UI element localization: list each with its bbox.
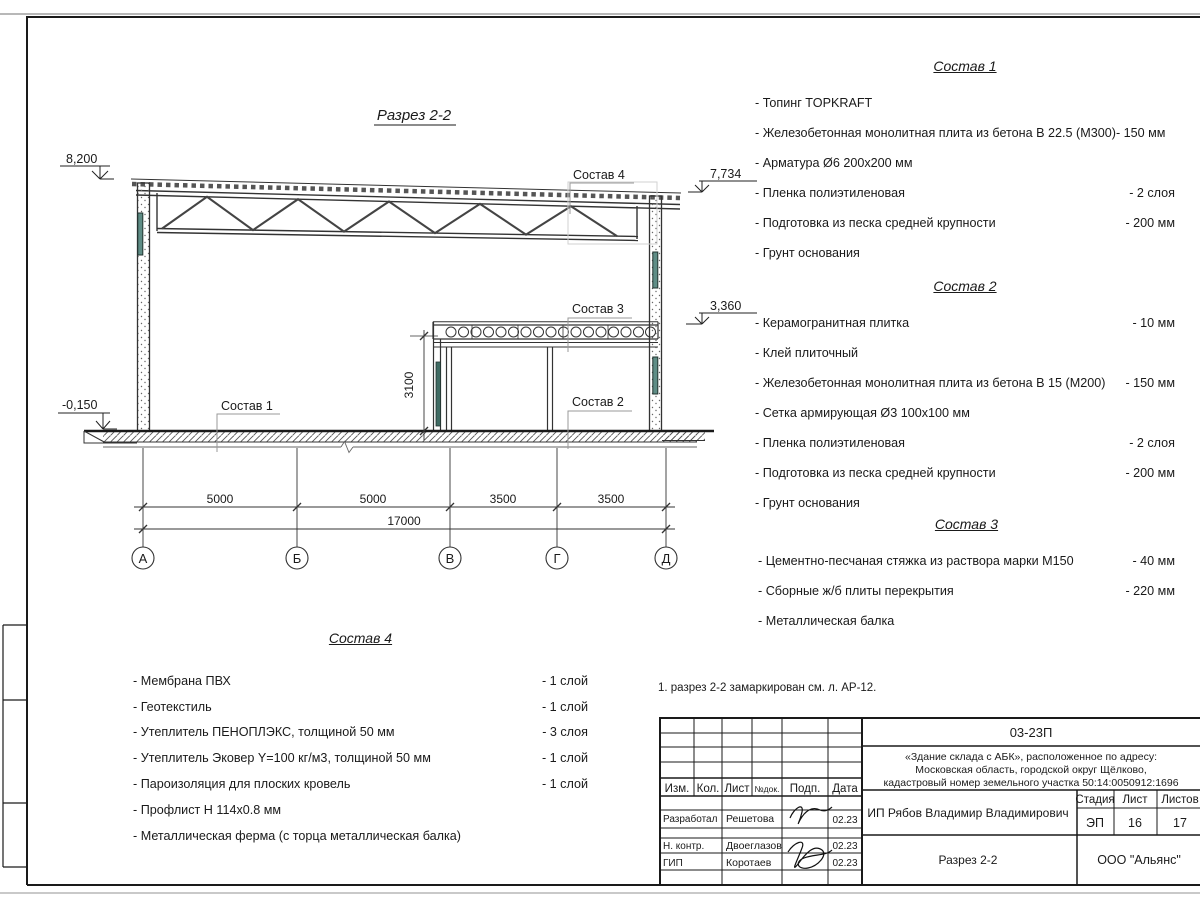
item-name: - Арматура Ø6 200х200 мм [755, 156, 913, 170]
composition-title: Состав 1 [933, 58, 997, 74]
tb-company: ООО "Альянс" [1097, 853, 1181, 867]
roof-truss [131, 179, 681, 241]
building-section [58, 107, 757, 569]
tb-project-line3: кадастровый номер земельного участка 50:14:0050912:1696 [883, 777, 1179, 789]
item-value: - 2 слоя [1129, 436, 1175, 450]
tb-doc-name: Разрез 2-2 [938, 853, 998, 867]
left-margin-strip [3, 625, 27, 867]
item-name: - Топинг TOPKRAFT [755, 96, 873, 110]
mezzanine [433, 322, 658, 431]
item-name: - Подготовка из песка средней крупности [755, 466, 996, 480]
composition-item [755, 148, 1175, 178]
item-name: - Железобетонная монолитная плита из бетона В 22.5 (М300)- 150 мм [755, 126, 1166, 140]
tb-sheets-label: Листов [1161, 794, 1199, 806]
window-right-upper [653, 252, 658, 288]
window-right-lower [653, 357, 658, 394]
item-name: - Сборные ж/б плиты перекрытия [758, 584, 954, 598]
tb-r3-role: ГИП [663, 858, 683, 869]
composition-item [758, 546, 1175, 576]
tb-project-line1: «Здание склада с АБК», расположенное по адресу: [905, 751, 1157, 763]
composition-item [755, 398, 1175, 428]
item-name: - Керамогранитная плитка [755, 316, 910, 330]
composition-item [755, 308, 1175, 338]
item-name: - Утеплитель ПЕНОПЛЭКС, толщиной 50 мм [133, 725, 395, 740]
axis-g: Г [553, 551, 561, 566]
composition-item [755, 368, 1175, 398]
tb-project-line2: Московская область, городской округ Щёлково, [915, 764, 1147, 776]
composition-item [758, 606, 1175, 636]
composition-list-3 [758, 516, 1175, 636]
item-name: - Утеплитель Эковер Y=100 кг/м3, толщиной 50 мм [133, 751, 431, 766]
window-left [138, 213, 143, 255]
composition-item [755, 178, 1175, 208]
axis-bubbles [132, 547, 677, 569]
tb-r1-date: 02.23 [832, 815, 858, 826]
axis-v: В [445, 551, 455, 566]
composition-list-2 [755, 278, 1175, 518]
item-value: - 1 слой [541, 751, 588, 766]
drawing-title: Разрез 2-2 [376, 107, 452, 124]
tb-client: ИП Рябов Владимир Владимирович [867, 806, 1069, 820]
callout-labels [221, 168, 625, 413]
elev-roof-right: 7,734 [710, 167, 742, 181]
tb-h-list: Лист [724, 783, 750, 795]
dim-mezz-height: 3100 [402, 371, 416, 399]
composition-item [133, 797, 588, 823]
composition-item [133, 823, 588, 849]
composition-item [133, 668, 588, 694]
tb-r1-name: Решетова [726, 813, 775, 825]
tb-h-kol: Кол. [696, 783, 720, 795]
mezz-window [436, 362, 441, 426]
tb-r2-date: 02.23 [832, 841, 858, 852]
item-name: - Пленка полиэтиленовая [755, 436, 905, 450]
composition-item [755, 428, 1175, 458]
composition-item [755, 338, 1175, 368]
item-name: - Пленка полиэтиленовая [755, 186, 905, 200]
callout-c2: Состав 2 [572, 395, 624, 409]
item-name: - Сетка армирующая Ø3 100х100 мм [755, 406, 970, 420]
item-name: - Грунт основания [755, 246, 860, 260]
item-name: - Грунт основания [755, 496, 860, 510]
right-wall [650, 196, 662, 431]
composition-list-1 [755, 58, 1175, 268]
tb-h-ndoc: №док. [754, 784, 780, 794]
composition-item [133, 745, 588, 771]
item-value: - 2 слоя [1129, 186, 1175, 200]
elev-mezzanine: 3,360 [710, 299, 742, 313]
item-name: - Металлическая балка [758, 614, 895, 628]
item-value: - 150 мм [1125, 376, 1175, 390]
floor-slab [84, 431, 714, 453]
axis-d: Д [661, 551, 671, 566]
tb-r1-role: Разработал [663, 814, 718, 825]
item-value: - 10 мм [1132, 316, 1175, 330]
dim-span-vg: 3500 [489, 492, 517, 506]
hollow-core-slab-circles [446, 327, 656, 337]
item-value: - 200 мм [1125, 466, 1175, 480]
composition-title: Состав 4 [328, 630, 393, 646]
tb-r3-date: 02.23 [832, 858, 858, 869]
item-name: - Клей плиточный [755, 346, 859, 360]
title-block [660, 718, 1200, 885]
axis-b: Б [292, 551, 302, 566]
item-name: - Пароизоляция для плоских кровель [133, 777, 351, 792]
composition-item [133, 771, 588, 797]
composition-item [758, 576, 1175, 606]
composition-item [755, 238, 1175, 268]
composition-title: Состав 2 [933, 278, 997, 294]
composition-title: Состав 3 [934, 516, 999, 532]
callout-c4: Состав 4 [573, 168, 625, 182]
item-value: - 220 мм [1125, 584, 1175, 598]
axis-a: А [138, 551, 148, 566]
item-name: - Цементно-песчаная стяжка из раствора марки М150 [758, 554, 1074, 568]
tb-sheet-no: 16 [1128, 816, 1142, 830]
composition-item [755, 118, 1175, 148]
elev-roof-left: 8,200 [66, 152, 98, 166]
composition-list-4 [133, 630, 588, 849]
item-value: - 1 слой [541, 777, 588, 792]
composition-item [755, 458, 1175, 488]
tb-code: 03-23П [1009, 725, 1053, 740]
dim-span-gd: 3500 [597, 492, 625, 506]
callout-c1: Состав 1 [221, 399, 273, 413]
tb-r2-role: Н. контр. [663, 841, 705, 852]
item-name: - Металлическая ферма (с торца металлическая балка) [133, 828, 461, 843]
tb-stage-label: Стадия [1075, 794, 1115, 806]
item-value: - 1 слой [541, 699, 588, 714]
composition-item [755, 88, 1175, 118]
item-name: - Профлист Н 114х0.8 мм [133, 802, 282, 817]
tb-r3-name: Коротаев [726, 857, 772, 869]
composition-item [133, 720, 588, 746]
mezz-columns [447, 347, 553, 431]
item-name: - Железобетонная монолитная плита из бетона В 15 (М200) [755, 376, 1106, 390]
item-value: - 200 мм [1125, 216, 1175, 230]
dim-span-ab: 5000 [206, 492, 234, 506]
signature-gip [788, 842, 832, 868]
tb-r2-name: Двоеглазов [726, 840, 782, 852]
composition-item [133, 694, 588, 720]
composition-item [755, 208, 1175, 238]
item-name: - Геотекстиль [133, 699, 212, 714]
tb-sheet-label: Лист [1122, 794, 1148, 806]
tb-h-data: Дата [832, 783, 858, 795]
elev-ground: -0,150 [62, 398, 98, 412]
sheet-note: 1. разрез 2-2 замаркирован см. л. АР-12. [658, 682, 877, 694]
item-value: - 40 мм [1132, 554, 1175, 568]
tb-stage: ЭП [1086, 816, 1104, 830]
dim-span-bv: 5000 [359, 492, 387, 506]
dimension-values [207, 492, 625, 528]
dim-total: 17000 [387, 514, 421, 528]
signature-razrabotal [790, 807, 832, 824]
tb-sheets-total: 17 [1173, 816, 1187, 830]
item-name: - Мембрана ПВХ [133, 673, 231, 688]
axis-labels [139, 551, 671, 566]
item-name: - Подготовка из песка средней крупности [755, 216, 996, 230]
composition-item [755, 488, 1175, 518]
item-value: - 1 слой [541, 673, 588, 688]
callout-c3: Состав 3 [572, 302, 624, 316]
tb-h-podp: Подп. [789, 783, 821, 795]
tb-h-izm: Изм. [664, 783, 690, 795]
item-value: - 3 слоя [542, 725, 588, 740]
